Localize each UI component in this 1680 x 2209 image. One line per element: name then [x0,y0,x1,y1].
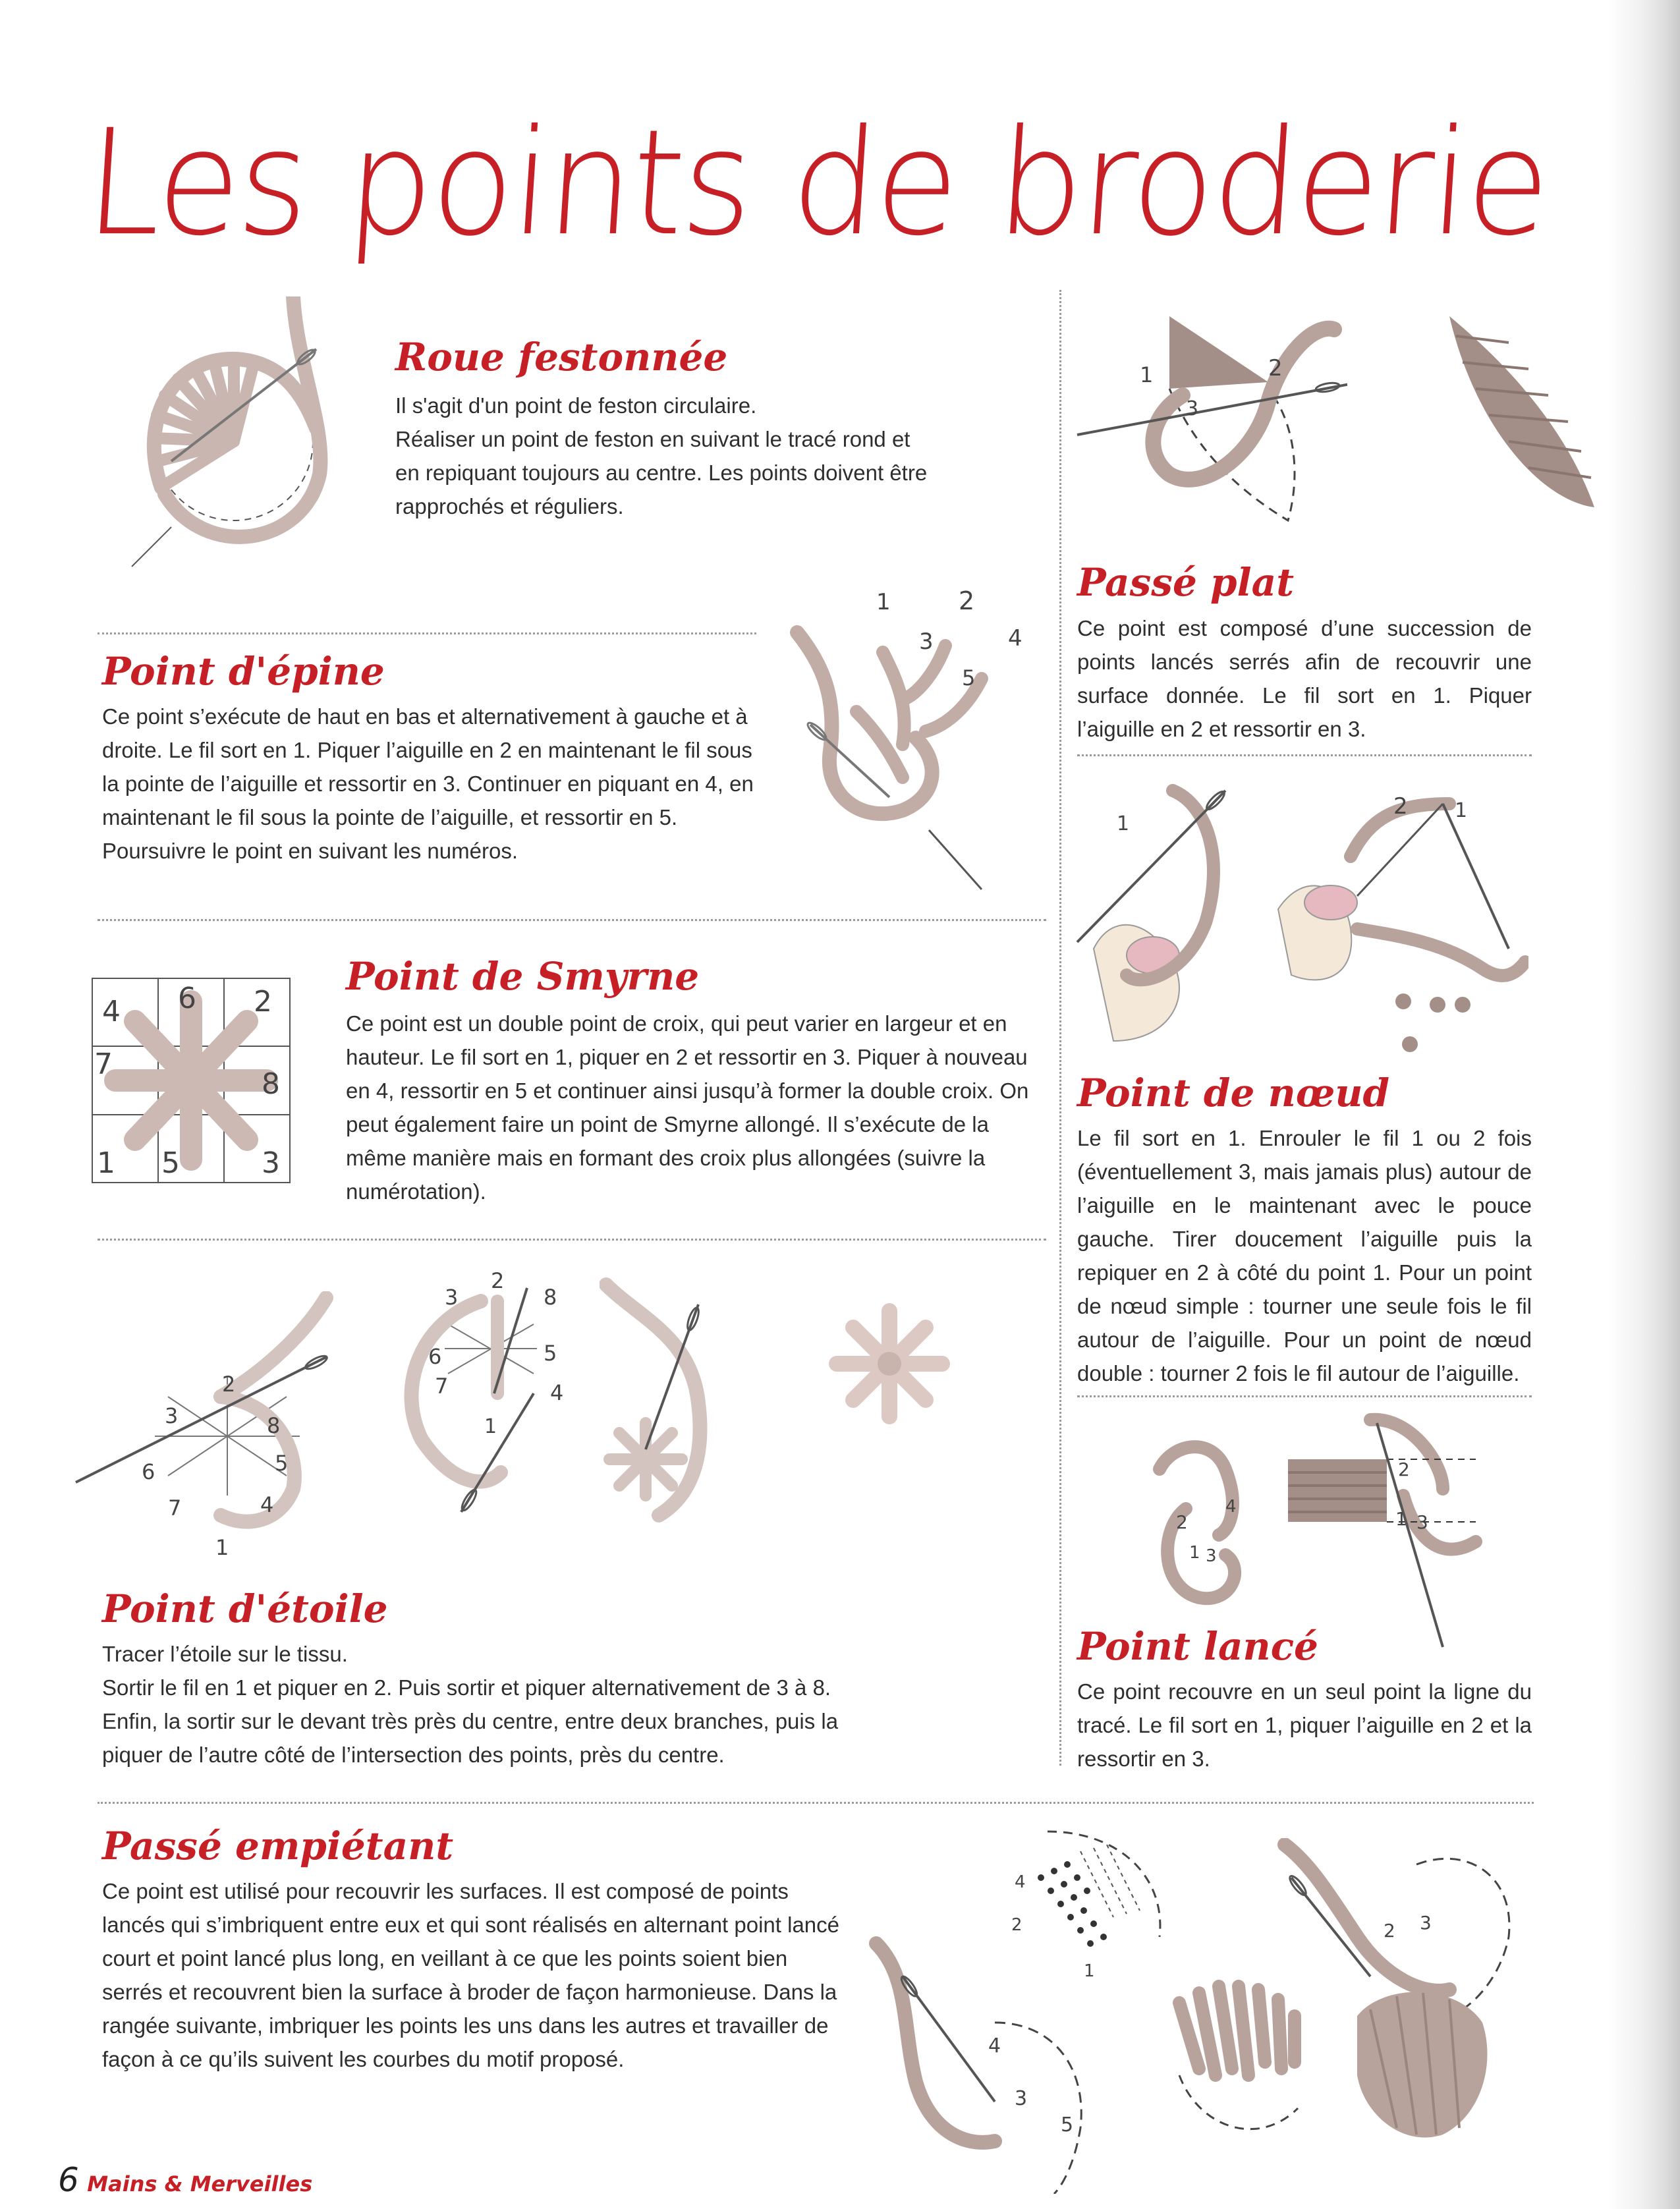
passe-plat-label-2: 2 [1268,355,1283,381]
epine-label-1: 1 [876,589,891,615]
smyrne-label-6: 6 [178,982,196,1015]
etoile-illustration-2 [382,1262,600,1538]
passe-plat-label-3: 3 [1186,397,1199,420]
smyrne-label-3: 3 [262,1146,280,1180]
lance-label-4: 4 [1225,1497,1237,1517]
smyrne-title: Point de Smyrne [346,954,700,999]
lance-illustration-2 [1285,1410,1482,1660]
smyrne-label-2: 2 [254,985,272,1019]
etoile-text [102,1637,1024,1772]
epine-label-5: 5 [962,665,976,690]
lance-2-label-3: 3 [1416,1511,1428,1533]
empietant-dots-label-1: 1 [1084,1961,1095,1981]
epine-illustration [784,580,1048,896]
page-edge-shadow [1608,0,1680,2209]
page-title: Les points de broderie [81,99,1554,269]
noeud-label-1a: 1 [1117,812,1130,835]
noeud-label-2: 2 [1393,793,1408,820]
smyrne-label-8: 8 [262,1067,280,1101]
divider-noeud [1077,1395,1532,1397]
roue-line-3: en repiquant toujours au centre. Les points doivent être [395,461,928,485]
divider-passe-plat [1077,754,1532,756]
divider-empietant [98,1802,1534,1804]
etoile-finished-illustration [824,1298,955,1430]
etoile-line-1: Tracer l’étoile sur le tissu. [102,1642,348,1666]
etoile-line-2: Sortir le fil en 1 et piquer en 2. Puis sortir et piquer alternativement de 3 à 8. [102,1675,831,1700]
smyrne-text: Ce point est un double point de croix, qui peut varier en largeur et en hauteur. Le fil sort en 1, piquer en 2 et ressortir en 3. Piquer à nouveau en 4, ressortir en 5 et continuer ainsi jusqu’à former la double croix. On peut également faire un point de Smyrne allongé. Il s’exécute de la même manière mais en formant des croix plus allongées (suivre la numérotation). [346,1011,1029,1204]
empietant-dots-illustration [1001,1825,1173,1996]
etoile-illustration-3 [600,1272,771,1535]
passe-plat-finished-illustration [1436,310,1608,520]
etoile-label-1-2: 2 [222,1372,236,1397]
passe-plat-label-1: 1 [1140,362,1154,387]
etoile-line-3: Enfin, la sortir sur le devant très près du centre, entre deux branches, puis la [102,1709,839,1733]
passe-plat-text: Ce point est composé d’une succession de points lancés serrés afin de recouvrir une surface donnée. Le fil sort en 1. Piquer l’aiguille en 2 et ressortir en 3. [1077,616,1532,741]
lance-label-2: 2 [1176,1511,1188,1533]
epine-text: Ce point s’exécute de haut en bas et alternativement à gauche et à droite. Le fil sort en 1. Piquer l’aiguille en 2 en maintenant le fil sous la pointe de l’aiguille et ressortir en 3. Continuer en piquant en 4, en maintenant le fil sous la pointe de l’aiguille, et ressortir en 5. Poursuivre le point en suivant les numéros. [102,704,754,863]
page-number: 6 [58,2161,79,2199]
smyrne-grid-illustration [89,975,296,1189]
etoile-label-1-4: 4 [260,1492,274,1517]
etoile-label-1-1: 1 [215,1535,229,1560]
epine-label-4: 4 [1008,625,1022,652]
divider-etoile [98,1239,1046,1241]
empietant-dots-label-4: 4 [1015,1872,1026,1892]
roue-line-2: Réaliser un point de feston en suivant le tracé rond et [395,427,910,451]
etoile-label-1-7: 7 [168,1496,182,1521]
smyrne-label-4: 4 [102,995,121,1028]
noeud-label-1b: 1 [1455,799,1468,822]
etoile-label-1-8: 8 [267,1413,281,1438]
epine-label-3: 3 [919,629,934,655]
magazine-name: Mains & Merveilles [87,2171,313,2196]
etoile-label-2-6: 6 [428,1344,442,1369]
smyrne-label-7: 7 [94,1048,113,1081]
etoile-label-2-3: 3 [445,1285,459,1310]
etoile-label-1-5: 5 [275,1451,289,1476]
etoile-label-2-4: 4 [550,1380,564,1405]
empietant-label-4: 4 [988,2034,1001,2057]
noeud-illustration-1 [1074,777,1258,1048]
smyrne-label-1: 1 [97,1146,115,1180]
epine-title: Point d'épine [102,649,385,694]
etoile-label-2-8: 8 [544,1285,557,1310]
empietant-dots-label-2: 2 [1011,1915,1022,1935]
lance-label-3: 3 [1206,1546,1217,1566]
column-divider [1059,290,1061,1766]
lance-text: Ce point recouvre en un seul point la ligne du tracé. Le fil sort en 1, piquer l’aiguille en 2 et la ressortir en 3. [1077,1679,1532,1771]
lance-2-label-2: 2 [1398,1459,1410,1480]
noeud-text: Le fil sort en 1. Enrouler le fil 1 ou 2 fois (éventuellement 3, mais jamais plus) autour de l’aiguille en le maintenant avec le pouce gauche. Tirer doucement l’aiguille puis la repiquer en 2 à côté du point 1. Pour un point de nœud simple : tourner une seule fois le fil autour de l’aiguille. Pour un point de nœud double : tourner 2 fois le fil autour de l’aiguille. [1077,1126,1532,1385]
etoile-illustration-1 [69,1291,359,1568]
etoile-line-4: piquer de l’autre côté de l’intersection des points, près du centre. [102,1743,725,1767]
empietant-label-3: 3 [1015,2087,1028,2110]
lance-label-1: 1 [1189,1543,1200,1563]
noeud-title: Point de nœud [1077,1071,1390,1115]
smyrne-label-5: 5 [161,1146,180,1180]
roue-text [395,389,988,523]
etoile-label-2-5: 5 [544,1341,557,1366]
empietant-fill-illustration-2 [1344,1976,1496,2148]
noeud-illustration-2 [1265,777,1528,1054]
page-footer [58,2161,312,2199]
lance-2-label-1: 1 [1395,1508,1407,1530]
roue-line-1: Il s'agit d'un point de feston circulaire. [395,393,757,418]
etoile-title: Point d'étoile [102,1586,388,1631]
roue-line-4: rapprochés et réguliers. [395,494,624,518]
roue-title: Roue festonnée [395,335,728,379]
divider-smyrne [98,919,1046,921]
roue-festonnee-illustration [125,296,343,580]
lance-illustration-1 [1146,1430,1258,1608]
divider-epine [98,632,756,634]
epine-label-2: 2 [959,586,975,615]
etoile-label-2-2: 2 [491,1268,505,1293]
empietant-title: Passé empiétant [102,1824,454,1868]
lance-title: Point lancé [1077,1624,1318,1669]
etoile-label-1-6: 6 [142,1459,155,1484]
etoile-label-1-3: 3 [165,1403,179,1428]
etoile-label-2-7: 7 [435,1374,449,1399]
etoile-label-2-1: 1 [484,1415,497,1438]
empietant-fill-illustration-1 [1160,1976,1318,2148]
passe-plat-illustration [1071,303,1347,527]
empietant-step2-label-3: 3 [1420,1912,1432,1934]
passe-plat-title: Passé plat [1077,560,1294,605]
empietant-text: Ce point est utilisé pour recouvrir les surfaces. Il est composé de points lancés qui s’imbriquent entre eux et qui sont réalisés en alternant point lancé court et point lancé plus long, en veillant à ce que les points soient bien serrés et recouvrent bien la surface à broder de façon harmonieuse. Dans la rangée suivante, imbriquer les points les uns dans les autres et travailler de façon à ce qu’ils suivent les courbes du motif proposé. [102,1879,840,2071]
empietant-label-5: 5 [1061,2113,1074,2137]
empietant-step2-label-2: 2 [1384,1920,1395,1942]
